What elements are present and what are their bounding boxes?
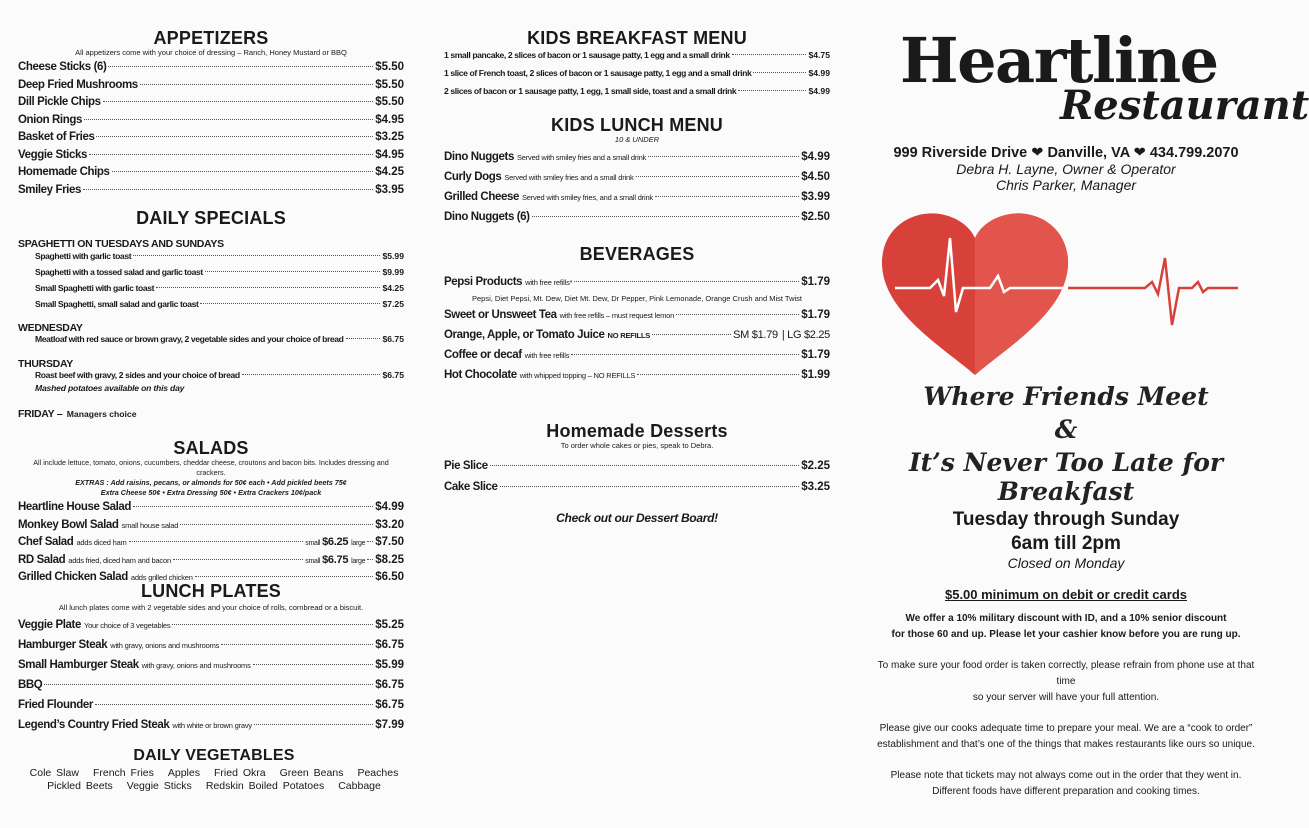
menu-item [444, 171, 830, 191]
leader-dots [655, 196, 799, 197]
dessert-board-note: Check out our Dessert Board! [556, 511, 718, 525]
bev-hot-chocolate [444, 369, 830, 389]
item-price: $1.79 [801, 308, 830, 321]
menu-item [18, 719, 404, 739]
vegetable-item: Redskin Boiled Potatoes [205, 780, 325, 792]
tagline-breakfast: It’s Never Too Late for Breakfast [908, 448, 1224, 506]
small-price: $6.75 [322, 553, 349, 566]
card-minimum: $5.00 minimum on debit or credit cards [944, 587, 1187, 602]
item-name: Grilled Cheese [444, 191, 519, 203]
lunch-plates-list [18, 619, 404, 739]
vegetables-line-1 [18, 767, 410, 779]
vegetable-item: Green Beans [279, 767, 344, 779]
item-price: $1.79 [801, 348, 830, 361]
address-line: 999 Riverside Drive ❤ Danville, VA ❤ 434.799.2070 [893, 145, 1239, 161]
small-price: $6.25 [322, 536, 349, 548]
leader-dots [96, 136, 373, 137]
leader-dots [112, 171, 374, 172]
phone-line-1: To make sure your food order is taken correctly, please refrain from phone use at that time [877, 660, 1255, 687]
item-price: $3.99 [801, 191, 830, 203]
item-name: Hot Chocolate [444, 368, 517, 381]
leader-dots [89, 154, 373, 155]
pepsi-flavors: Pepsi, Diet Pepsi, Mt. Dew, Diet Mt. Dew, Dr Pepper, Pink Lemonade, Orange Crush and Mist Twist [472, 293, 802, 303]
salads-title: SALADS [173, 438, 249, 458]
menu-item [444, 68, 830, 86]
leader-dots [648, 156, 799, 157]
open-days: Tuesday through Sunday [952, 509, 1180, 530]
leader-dots [221, 644, 373, 645]
item-desc: adds diced ham [76, 538, 127, 547]
item-price: $2.50 [801, 211, 830, 223]
juice-large-price: | LG $2.25 [781, 328, 830, 341]
contact-block [870, 145, 1262, 193]
item-name: Dill Pickle Chips [18, 96, 101, 108]
item-price: $2.25 [801, 460, 830, 472]
item-desc: Served with smiley fries, and a small drink [521, 193, 653, 202]
menu-item [18, 61, 404, 79]
middle-column [444, 0, 830, 828]
item-desc: Served with smiley fries and a small drink [504, 173, 634, 182]
item-price: $4.25 [375, 166, 404, 178]
item-name: Legend’s Country Fried Steak [18, 719, 170, 731]
leader-dots [83, 189, 373, 190]
item-price: $9.99 [382, 267, 404, 277]
logo-heartline: Heartline [900, 24, 1218, 97]
menu-item [18, 283, 404, 299]
item-name: Spaghetti with garlic toast [35, 251, 132, 261]
desserts-list [444, 460, 830, 502]
appetizers-note: All appetizers come with your choice of dressing – Ranch, Honey Mustard or BBQ [75, 48, 347, 57]
item-name: Heartline House Salad [18, 501, 132, 513]
small-label: small [305, 540, 321, 547]
open-hours: 6am till 2pm [1011, 533, 1121, 554]
item-price: $5.99 [375, 659, 404, 671]
daily-specials-title: DAILY SPECIALS [136, 208, 286, 228]
left-column [18, 0, 404, 828]
menu-item [18, 149, 404, 167]
salads-extras: EXTRAS : Add raisins, pecans, or almonds for 50¢ each • Add pickled beets 75¢ [75, 478, 347, 487]
item-name: Pie Slice [444, 460, 488, 472]
item-name: Homemade Chips [18, 166, 110, 178]
item-price: $5.50 [375, 61, 404, 73]
item-price: $4.25 [382, 283, 404, 293]
menu-item [18, 659, 404, 679]
daily-vegetables-title: DAILY VEGETABLES [133, 747, 295, 764]
friday-note: Managers choice [66, 409, 137, 419]
item-name: Small Hamburger Steak [18, 659, 139, 671]
item-name: Deep Fried Mushrooms [18, 78, 138, 91]
leader-dots [732, 54, 807, 55]
friday-heading: FRIDAY – [18, 408, 63, 420]
leader-dots [500, 486, 800, 487]
item-name: Dino Nuggets [444, 151, 514, 163]
appetizers-section [18, 28, 404, 201]
appetizers-list [18, 61, 404, 201]
item-name: Chef Salad [18, 536, 74, 548]
item-name: Small Spaghetti, small salad and garlic toast [35, 299, 199, 309]
leader-dots [652, 334, 731, 335]
bev-pepsi [444, 276, 830, 294]
item-desc: with gravy, onions and mushrooms [110, 641, 220, 650]
kids-breakfast-list [444, 50, 830, 104]
item-name: Hamburger Steak [18, 639, 108, 651]
leader-dots [103, 101, 374, 102]
leader-dots [254, 724, 373, 725]
vegetable-item: Peaches [357, 767, 399, 779]
wednesday-heading: WEDNESDAY [18, 322, 83, 334]
vegetable-item: Apples [167, 767, 200, 779]
item-name: 2 slices of bacon or 1 sausage patty, 1 egg, 1 small side, toast and a small drink [444, 86, 737, 96]
desserts-section [444, 421, 830, 525]
cooks-line-1: Please give our cooks adequate time to prepare your meal. We are a “cook to order” [879, 723, 1253, 734]
item-price: $4.99 [801, 151, 830, 163]
menu-item [18, 536, 404, 554]
small-label: small [305, 557, 321, 565]
menu-item [18, 251, 404, 267]
item-name: Monkey Bowl Salad [18, 518, 119, 531]
menu-item [444, 86, 830, 104]
leader-dots [253, 664, 374, 665]
logo-restaurant: Restaurant [1060, 82, 1309, 129]
vegetable-item: Cole Slaw [29, 767, 79, 779]
large-label: large [351, 540, 366, 547]
item-price: $3.20 [375, 518, 404, 531]
vegetable-item: Pickled Beets [47, 780, 113, 792]
leader-dots [129, 541, 304, 542]
thursday-heading: THURSDAY [18, 358, 73, 370]
leader-dots [367, 541, 373, 542]
leader-dots [172, 624, 373, 625]
menu-item [18, 79, 404, 97]
item-desc: NO REFILLS [607, 330, 651, 340]
item-desc: Your choice of 3 vegetables [83, 621, 171, 630]
item-desc: with free refills [524, 350, 570, 360]
menu-item [18, 114, 404, 132]
leader-dots [367, 559, 373, 560]
vegetable-item: Cabbage [338, 780, 381, 792]
vegetable-item: French Fries [92, 767, 154, 779]
menu-item [444, 481, 830, 502]
item-name: Smiley Fries [18, 183, 81, 196]
manager-line: Chris Parker, Manager [995, 177, 1137, 193]
item-price: $4.95 [375, 113, 404, 126]
item-price: $8.25 [375, 553, 404, 566]
daily-specials-section [18, 208, 404, 422]
leader-dots [133, 506, 373, 507]
item-name: Veggie Sticks [18, 148, 87, 161]
leader-dots [44, 684, 373, 685]
owner-line: Debra H. Layne, Owner & Operator [956, 161, 1176, 177]
heart-highlight [975, 213, 1068, 375]
item-price: $4.50 [801, 171, 830, 183]
item-desc: with free refills* [525, 278, 573, 287]
item-name: Grilled Chicken Salad [18, 571, 128, 583]
item-name: Roast beef with gravy, 2 sides and your choice of bread [35, 370, 240, 380]
item-price: $1.99 [801, 368, 830, 381]
item-name: Curly Dogs [444, 171, 502, 183]
leader-dots [195, 576, 374, 577]
item-price: $7.50 [375, 536, 404, 548]
salads-note: All include lettuce, tomato, onions, cucumbers, cheddar cheese, croutons and bacon bits. Includes dressing and crackers. [33, 458, 389, 477]
menu-item [18, 554, 404, 572]
item-name: Fried Flounder [18, 699, 93, 711]
item-price: $3.25 [801, 481, 830, 493]
logo [900, 24, 1309, 129]
hours-block [870, 509, 1262, 571]
leader-dots [180, 524, 373, 525]
spaghetti-heading: SPAGHETTI ON TUESDAYS AND SUNDAYS [18, 238, 224, 250]
leader-dots [205, 271, 381, 272]
item-name: Dino Nuggets (6) [444, 211, 530, 223]
item-desc: with whipped topping – NO REFILLS [519, 370, 636, 380]
thursday-item [18, 370, 404, 383]
menu-item [18, 639, 404, 659]
large-label: large [351, 557, 366, 565]
menu-item [18, 519, 404, 537]
menu-item [444, 191, 830, 211]
menu-item [18, 501, 404, 519]
heart-heartbeat-icon [880, 210, 1252, 380]
item-price: $7.99 [375, 719, 404, 731]
item-price: $5.50 [375, 96, 404, 108]
leader-dots [95, 704, 373, 705]
item-name: Onion Rings [18, 113, 82, 126]
item-name: Small Spaghetti with garlic toast [35, 283, 155, 293]
item-price: $4.99 [808, 68, 830, 78]
leader-dots [637, 374, 799, 375]
menu-item [18, 166, 404, 184]
salads-extras-2: Extra Cheese 50¢ • Extra Dressing 50¢ • Extra Crackers 10¢/pack [100, 488, 322, 497]
item-name: Sweet or Unsweet Tea [444, 308, 557, 321]
item-price: $6.75 [382, 370, 404, 380]
vegetable-item: Veggie Sticks [126, 780, 192, 792]
leader-dots [133, 255, 380, 256]
menu-item [444, 460, 830, 481]
item-desc: with white or brown gravy [172, 721, 252, 730]
menu-item [18, 679, 404, 699]
leader-dots [200, 303, 380, 304]
item-desc: small house salad [121, 520, 179, 530]
closed-day: Closed on Monday [1007, 555, 1125, 571]
desserts-note: To order whole cakes or pies, speak to Debra. [560, 441, 714, 450]
discount-line-1: We offer a 10% military discount with ID, and a 10% senior discount [905, 613, 1227, 624]
item-price: $6.75 [375, 679, 404, 691]
bev-juice [444, 329, 830, 349]
item-name: Spaghetti with a tossed salad and garlic toast [35, 267, 203, 277]
bev-tea [444, 309, 830, 329]
item-price: $6.75 [375, 639, 404, 651]
cooks-line-2: establishment and that’s one of the things that makes restaurants like ours so unique. [877, 739, 1255, 750]
menu-item [18, 299, 404, 315]
kids-lunch-note: 10 & UNDER [614, 135, 660, 144]
item-desc: Served with smiley fries and a small drink [516, 153, 647, 162]
lunch-plates-title: LUNCH PLATES [140, 581, 282, 601]
item-name: 1 slice of French toast, 2 slices of bacon or 1 sausage patty, 1 egg and a small drink [444, 68, 752, 78]
item-name: Meatloaf with red sauce or brown gravy, 2 vegetable sides and your choice of bread [35, 334, 344, 344]
salads-section [18, 438, 404, 589]
menu-item [444, 151, 830, 171]
leader-dots [636, 176, 800, 177]
item-price: $4.99 [808, 86, 830, 96]
leader-dots [346, 338, 381, 339]
item-name: Basket of Fries [18, 131, 95, 143]
kids-breakfast-title: KIDS BREAKFAST MENU [527, 28, 747, 48]
heartbeat-red-line [1068, 258, 1238, 325]
menu-item [444, 211, 830, 231]
beverages-section [444, 244, 830, 389]
item-price: $4.95 [375, 148, 404, 161]
menu-item [18, 131, 404, 149]
item-price: $3.95 [375, 183, 404, 196]
thursday-note: Mashed potatoes available on this day [35, 383, 185, 393]
item-desc: with gravy, onions and mushrooms [141, 661, 251, 670]
lunch-plates-note: All lunch plates come with 2 vegetable sides and your choice of rolls, cornbread or a biscuit. [58, 603, 364, 612]
discount-line-2: for those 60 and up. Please let your cashier know before you are rung up. [891, 629, 1241, 640]
menu-item [18, 267, 404, 283]
leader-dots [156, 287, 380, 288]
item-price: $5.99 [382, 251, 404, 261]
item-price: $3.25 [375, 131, 404, 143]
leader-dots [738, 90, 806, 91]
leader-dots [242, 374, 381, 375]
item-desc: adds fried, diced ham and bacon [68, 555, 171, 565]
tickets-line-2: Different foods have different preparation and cooking times. [932, 786, 1200, 797]
item-name: Pepsi Products [444, 276, 523, 288]
policies-block [870, 587, 1262, 800]
tagline-ampersand: & [1054, 415, 1078, 444]
leader-dots [676, 314, 799, 315]
kids-lunch-title: KIDS LUNCH MENU [551, 115, 723, 135]
menu-item [444, 50, 830, 68]
spaghetti-list [18, 251, 404, 315]
item-name: Coffee or decaf [444, 348, 522, 361]
desserts-title: Homemade Desserts [546, 421, 728, 441]
item-price: $1.79 [801, 276, 830, 288]
item-name: Veggie Plate [18, 619, 81, 631]
kids-lunch-list [444, 151, 830, 231]
right-column [870, 0, 1309, 828]
menu-item [18, 699, 404, 719]
phone-line-2: so your server will have your full attention. [972, 692, 1160, 703]
item-price: $5.25 [375, 619, 404, 631]
leader-dots [753, 72, 806, 73]
lunch-plates-section [18, 581, 404, 739]
item-desc: adds grilled chicken [130, 573, 193, 582]
tickets-line-1: Please note that tickets may not always come out in the order that they went in. [890, 770, 1242, 781]
leader-dots [490, 465, 800, 466]
item-name: RD Salad [18, 553, 66, 566]
kids-lunch-section [444, 115, 830, 231]
item-price: $5.50 [375, 78, 404, 91]
small-size [305, 536, 365, 548]
menu-item [18, 619, 404, 639]
daily-vegetables-section [18, 746, 410, 792]
juice-small-price: SM $1.79 [733, 328, 778, 341]
leader-dots [532, 216, 800, 217]
wednesday-item [18, 334, 404, 350]
item-name: Orange, Apple, or Tomato Juice [444, 328, 605, 341]
item-price: $6.50 [375, 571, 404, 583]
item-price: $6.75 [375, 699, 404, 711]
friday-line [18, 404, 404, 422]
item-price: $4.75 [808, 50, 830, 60]
leader-dots [84, 119, 373, 120]
item-name: BBQ [18, 679, 43, 691]
tagline-block [870, 382, 1262, 506]
item-name: 1 small pancake, 2 slices of bacon or 1 sausage patty, 1 egg and a small drink [444, 50, 730, 60]
item-name: Cake Slice [444, 481, 498, 493]
menu-item [18, 96, 404, 114]
vegetables-line-2 [18, 780, 410, 792]
leader-dots [574, 281, 799, 282]
menu-item [18, 184, 404, 202]
leader-dots [108, 66, 373, 67]
leader-dots [140, 84, 373, 85]
item-price: $4.99 [375, 501, 404, 513]
bev-coffee [444, 349, 830, 369]
kids-breakfast-section [444, 28, 830, 104]
leader-dots [571, 354, 799, 355]
item-name: Cheese Sticks (6) [18, 61, 107, 73]
salads-list [18, 501, 404, 589]
appetizers-title: APPETIZERS [153, 28, 269, 48]
item-price: $6.75 [382, 334, 404, 344]
item-price: $7.25 [382, 299, 404, 309]
leader-dots [173, 559, 303, 560]
vegetable-item: Fried Okra [213, 767, 266, 779]
item-desc: with free refills – must request lemon [559, 310, 675, 320]
small-size [305, 554, 365, 566]
tagline-friends: Where Friends Meet [923, 382, 1209, 411]
beverages-title: BEVERAGES [579, 244, 695, 264]
